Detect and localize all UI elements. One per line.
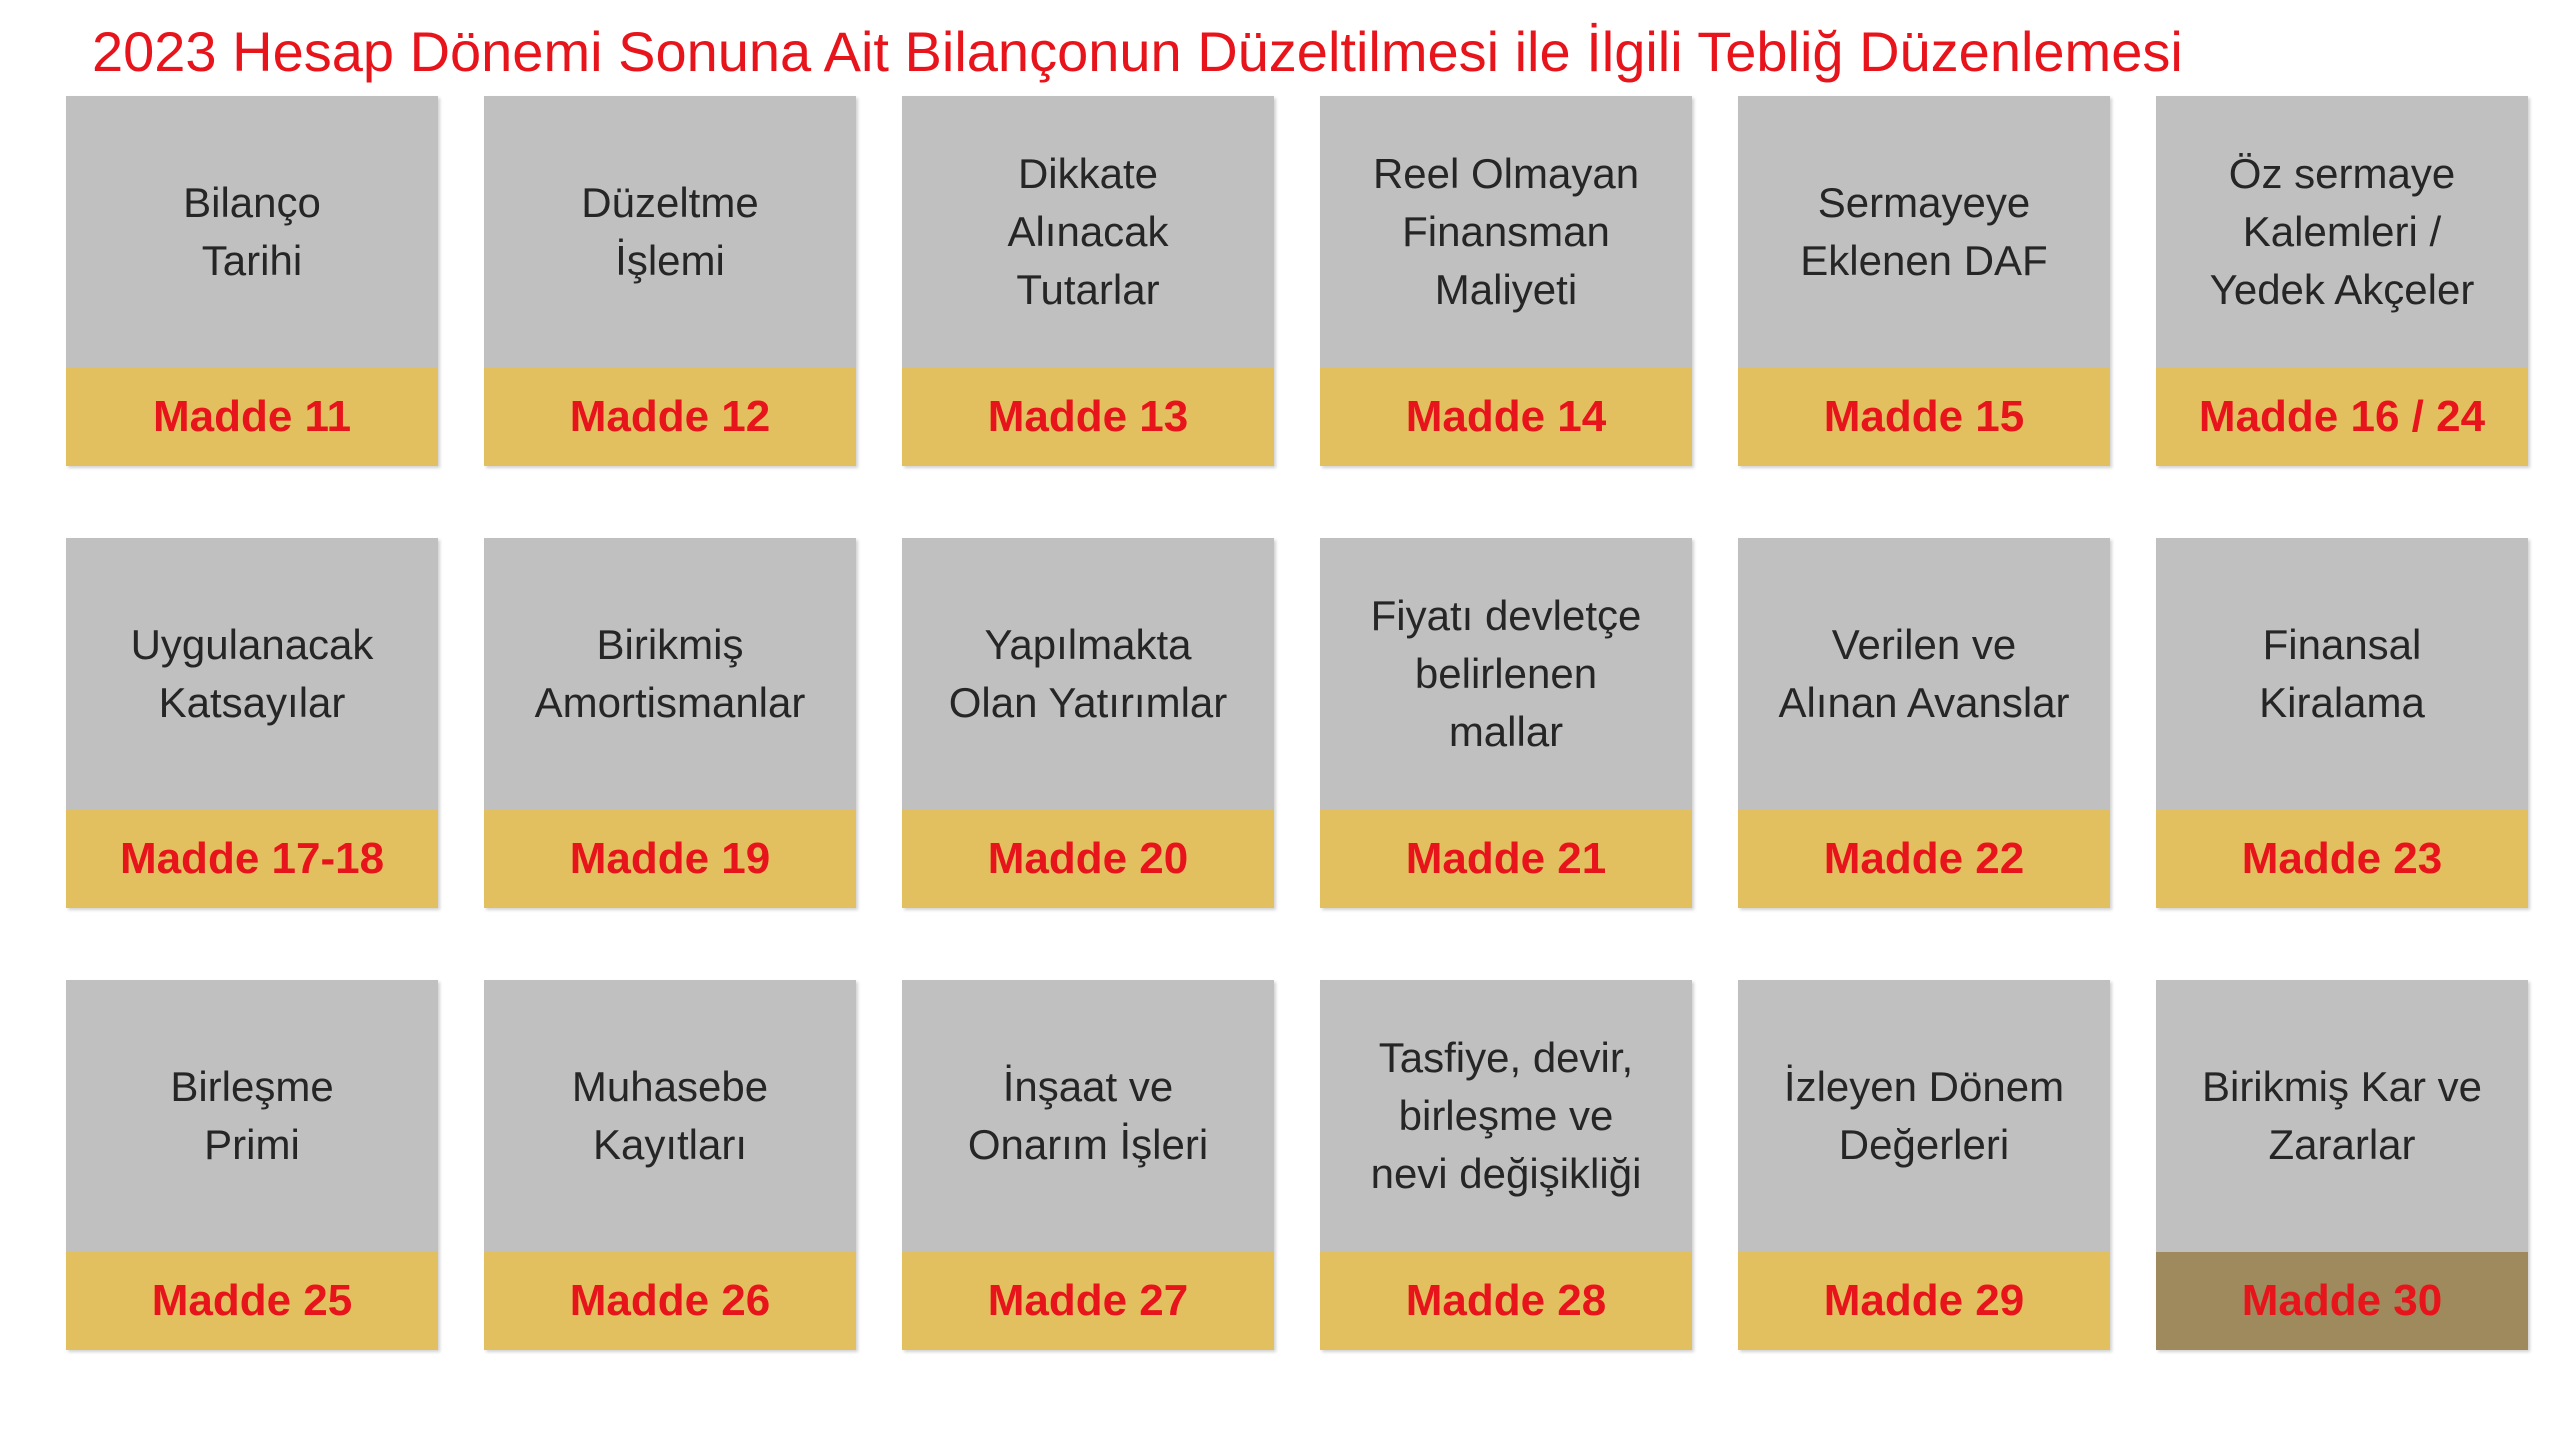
article-card[interactable] bbox=[484, 96, 856, 466]
card-topic-panel bbox=[2156, 980, 2528, 1252]
card-article-band bbox=[66, 368, 438, 466]
card-topic-panel bbox=[902, 538, 1274, 810]
article-card[interactable] bbox=[1738, 538, 2110, 908]
card-article-band bbox=[902, 810, 1274, 908]
card-topic-label: Muhasebe Kayıtları bbox=[571, 1063, 769, 1168]
card-article-band bbox=[1738, 368, 2110, 466]
page-title: 2023 Hesap Dönemi Sonuna Ait Bilançonun Düzeltilmesi ile İlgili Tebliğ Düzenlemesi bbox=[92, 20, 2183, 83]
card-article-band bbox=[2156, 1252, 2528, 1350]
card-article-band bbox=[484, 368, 856, 466]
card-topic-panel bbox=[1320, 538, 1692, 810]
card-topic-panel bbox=[2156, 96, 2528, 368]
card-topic-panel bbox=[1320, 980, 1692, 1252]
card-topic-label: Birikmiş Amortismanlar bbox=[534, 621, 806, 726]
card-article-number: Madde 21 bbox=[1405, 834, 1607, 883]
card-article-number: Madde 19 bbox=[569, 834, 771, 883]
card-topic-label: Birikmiş Kar ve Zararlar bbox=[2201, 1063, 2483, 1168]
article-card[interactable] bbox=[1320, 980, 1692, 1350]
card-topic-label: Finansal Kiralama bbox=[2259, 621, 2425, 726]
article-card[interactable] bbox=[484, 538, 856, 908]
article-card[interactable] bbox=[1738, 96, 2110, 466]
article-card[interactable] bbox=[66, 538, 438, 908]
card-article-band bbox=[1320, 368, 1692, 466]
card-topic-label: Uygulanacak Katsayılar bbox=[130, 621, 374, 726]
article-card[interactable] bbox=[2156, 538, 2528, 908]
card-article-number: Madde 20 bbox=[987, 834, 1189, 883]
card-article-number: Madde 28 bbox=[1405, 1276, 1607, 1325]
card-topic-label: Öz sermaye Kalemleri / Yedek Akçeler bbox=[2209, 150, 2475, 313]
card-article-band bbox=[484, 1252, 856, 1350]
card-article-number: Madde 26 bbox=[569, 1276, 771, 1325]
card-article-band bbox=[66, 1252, 438, 1350]
card-article-number: Madde 13 bbox=[987, 392, 1189, 441]
card-article-band bbox=[1738, 810, 2110, 908]
card-topic-label: Dikkate Alınacak Tutarlar bbox=[1007, 150, 1169, 313]
card-article-band bbox=[66, 810, 438, 908]
card-topic-panel bbox=[1738, 980, 2110, 1252]
card-topic-panel bbox=[66, 980, 438, 1252]
card-topic-label: Bilanço Tarihi bbox=[183, 179, 321, 284]
article-card[interactable] bbox=[66, 980, 438, 1350]
card-article-band bbox=[1738, 1252, 2110, 1350]
card-topic-panel bbox=[484, 96, 856, 368]
card-article-band bbox=[2156, 368, 2528, 466]
article-card[interactable] bbox=[2156, 96, 2528, 466]
card-topic-label: Tasfiye, devir, birleşme ve nevi değişikliği bbox=[1370, 1034, 1642, 1197]
article-card[interactable] bbox=[2156, 980, 2528, 1350]
card-topic-panel bbox=[902, 980, 1274, 1252]
card-article-number: Madde 16 / 24 bbox=[2198, 392, 2486, 441]
card-article-number: Madde 23 bbox=[2241, 834, 2443, 883]
card-topic-panel bbox=[1738, 96, 2110, 368]
card-article-number: Madde 15 bbox=[1823, 392, 2025, 441]
card-topic-label: Verilen ve Alınan Avanslar bbox=[1778, 621, 2070, 726]
card-topic-label: Düzeltme İşlemi bbox=[581, 179, 759, 284]
article-card[interactable] bbox=[484, 980, 856, 1350]
card-article-number: Madde 11 bbox=[152, 392, 352, 441]
card-article-number: Madde 17-18 bbox=[119, 834, 385, 883]
card-topic-label: Reel Olmayan Finansman Maliyeti bbox=[1372, 150, 1640, 313]
card-article-number: Madde 30 bbox=[2241, 1276, 2443, 1325]
card-topic-label: Fiyatı devletçe belirlenen mallar bbox=[1370, 592, 1642, 755]
card-topic-label: İzleyen Dönem Değerleri bbox=[1783, 1063, 2065, 1168]
card-article-number: Madde 14 bbox=[1405, 392, 1607, 441]
article-card[interactable] bbox=[1320, 538, 1692, 908]
card-article-number: Madde 27 bbox=[987, 1276, 1189, 1325]
article-card[interactable] bbox=[902, 538, 1274, 908]
card-article-number: Madde 22 bbox=[1823, 834, 2025, 883]
card-topic-label: Sermayeye Eklenen DAF bbox=[1800, 179, 2048, 284]
card-topic-panel bbox=[66, 96, 438, 368]
card-article-band bbox=[2156, 810, 2528, 908]
article-card[interactable] bbox=[902, 96, 1274, 466]
card-topic-label: Birleşme Primi bbox=[170, 1063, 334, 1168]
card-article-band bbox=[484, 810, 856, 908]
card-topic-panel bbox=[484, 980, 856, 1252]
card-article-band bbox=[1320, 1252, 1692, 1350]
card-article-number: Madde 25 bbox=[151, 1276, 353, 1325]
card-article-band bbox=[1320, 810, 1692, 908]
card-topic-panel bbox=[2156, 538, 2528, 810]
article-grid bbox=[66, 96, 2528, 1350]
card-article-band bbox=[902, 368, 1274, 466]
card-topic-panel bbox=[66, 538, 438, 810]
article-card[interactable] bbox=[1738, 980, 2110, 1350]
card-article-number: Madde 29 bbox=[1823, 1276, 2025, 1325]
card-article-number: Madde 12 bbox=[569, 392, 771, 441]
article-card[interactable] bbox=[1320, 96, 1692, 466]
card-topic-panel bbox=[902, 96, 1274, 368]
card-topic-label: Yapılmakta Olan Yatırımlar bbox=[948, 621, 1228, 726]
article-card[interactable] bbox=[66, 96, 438, 466]
card-article-band bbox=[902, 1252, 1274, 1350]
card-topic-panel bbox=[484, 538, 856, 810]
card-topic-panel bbox=[1320, 96, 1692, 368]
article-card[interactable] bbox=[902, 980, 1274, 1350]
card-topic-label: İnşaat ve Onarım İşleri bbox=[967, 1063, 1209, 1168]
card-topic-panel bbox=[1738, 538, 2110, 810]
